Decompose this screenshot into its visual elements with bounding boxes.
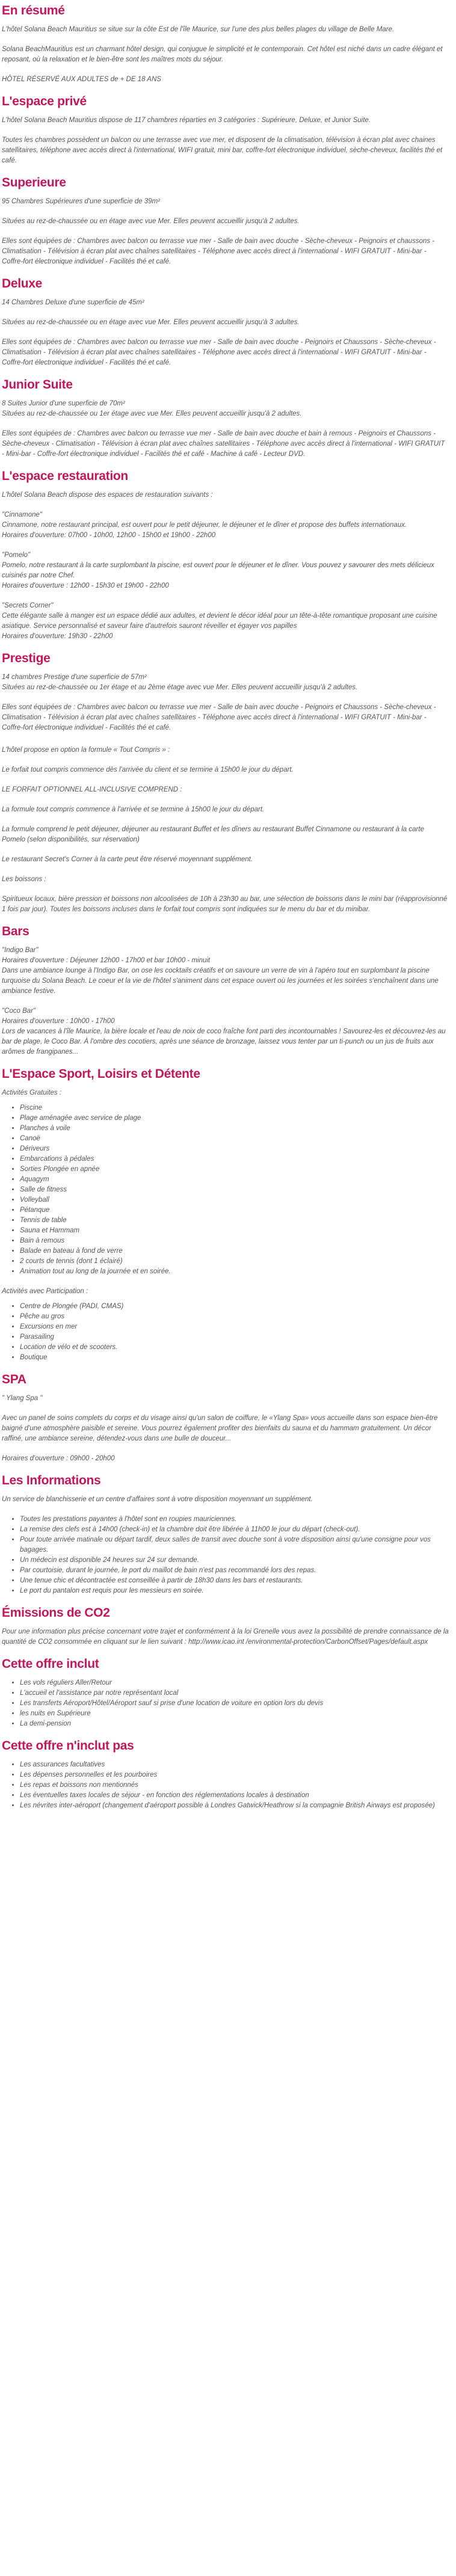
list-item: • Aquagym: [20, 1175, 449, 1185]
section-prive: [2, 94, 449, 166]
list-item: • Sauna et Hammam: [20, 1226, 449, 1236]
list-item: • Bain à remous: [20, 1236, 449, 1246]
list-item: • La remise des clefs est à 14h00 (check-in) et la chambre doit être libérée à 11h00 le jour du départ (check-out).: [20, 1525, 449, 1535]
list-item: • Plage aménagée avec service de plage: [20, 1113, 449, 1124]
list-item: • Salle de fitness: [20, 1185, 449, 1195]
section-prestige: [2, 651, 449, 733]
list-item: • Balade en bateau à fond de verre: [20, 1246, 449, 1256]
list-item: • Location de vélo et de scooters.: [20, 1342, 449, 1353]
restaurant-name-secrets: "Secrets Corner": [2, 602, 54, 609]
list-item: • Canoë: [20, 1134, 449, 1144]
deluxe-paragraph-3: Elles sont équipées de : Chambres avec balcon ou terrasse vue mer - Salle de bain avec douche - Peignoirs et Chaussons - Sèche-cheveux - Climatisation - Télévision à écran plat avec chaînes satellitaires - Téléphone avec accès direct à l'international - WIFI GRATUIT - Mini-bar - Coffre-fort électronique individuel - Facilités thé et café.: [2, 339, 436, 366]
infos-intro: Un service de blanchisserie et un centre d'affaires sont à votre disposition moyennant un supplément.: [2, 1496, 313, 1503]
list-item: • Pétanque: [20, 1205, 449, 1216]
list-item: • Excursions en mer: [20, 1322, 449, 1332]
list-item: • Les dépenses personnelles et les pourboires: [20, 1770, 449, 1780]
restaurant-desc-cinnamone: Cinnamone, notre restaurant principal, est ouvert pour le petit déjeuner, le déjeuner et le dîner et propose des buffets internationaux.: [2, 521, 407, 529]
restaurant-name-cinnamone: "Cinnamone": [2, 511, 42, 518]
section-infos: [2, 1474, 449, 1596]
section-superieure: [2, 176, 449, 267]
bar-hours-indigo: Horaires d'ouverture : Déjeuner 12h00 - 17h00 et bar 10h00 - minuit: [2, 957, 211, 964]
list-item: • les nuits en Supérieure: [20, 1709, 449, 1719]
section-title-superieure: Superieure: [2, 176, 66, 189]
formule-paragraph-2: Le forfait tout compris commence dès l'arrivée du client et se termine à 15h00 le jour du départ.: [2, 766, 294, 773]
list-item: • Le port du pantalon est requis pour les messieurs en soirée.: [20, 1586, 449, 1596]
bar-name-indigo: "Indigo Bar": [2, 947, 39, 954]
restaurant-hours-secrets: Horaires d'ouverture: 19h30 - 22h00: [2, 633, 113, 640]
prestige-paragraph-3: Elles sont équipées de : Chambres avec balcon ou terrasse vue mer - Salle de bain avec douche - Peignoirs et Chaussons - Sèche-cheveux - Climatisation - Télévision à écran plat avec chaînes satellitaires - Téléphone avec accès direct à l'international - WIFI GRATUIT - Mini-bar - Coffre-fort électronique individuel - Facilités thé et café.: [2, 704, 436, 731]
junior-paragraph-3: Elles sont équipées de : Chambres avec balcon ou terrasse vue mer - Salle de bain avec douche et bain à remous - Peignoirs et Chaussons - Sèche-cheveux - Climatisation - Télévision à écran plat avec chaînes satellitaires - Téléphone avec accès direct à l'international - WIFI GRATUIT - Mini-bar - Coffre-fort électronique individuel - Facilités thé et café - Machine à café - Lecteur DVD.: [2, 430, 445, 458]
formule-paragraph-1: L'hôtel propose en option la formule « Tout Compris » :: [2, 746, 170, 754]
junior-paragraph-2: Situées au rez-de-chaussée ou 1er étage avec vue Mer. Elles peuvent accueillir jusqu'à 2 adultes.: [2, 410, 302, 417]
section-title-prive: L'espace privé: [2, 94, 87, 108]
formule-paragraph-7: Les boissons :: [2, 876, 46, 883]
list-item: • Parasailing: [20, 1332, 449, 1342]
prive-paragraph-1: L'hôtel Solana Beach Mauritius dispose de 117 chambres réparties en 3 catégories : Supérieure, Deluxe, et Junior Suite.: [2, 117, 371, 124]
co2-desc: Pour une information plus précise concernant votre trajet et conformément à la loi Grenelle vous avez la possibilité de prendre connaissance de la quantité de CO2 consommée en cliquant sur le lien suivant : http://www.icao.int /environmental-protection/CarbonOffset/Pages/default.aspx: [2, 1628, 449, 1646]
section-junior: [2, 378, 449, 460]
list-item: • Les éventuelles taxes locales de séjour - en fonction des réglementations locales à destination: [20, 1791, 449, 1801]
bar-name-coco: "Coco Bar": [2, 1007, 36, 1015]
section-inclut: [2, 1657, 449, 1729]
section-ninclut: [2, 1739, 449, 1811]
superieure-paragraph-3: Elles sont équipées de : Chambres avec balcon ou terrasse vue mer - Salle de bain avec douche - Sèche-cheveux - Peignoirs et chaussons - Climatisation - Télévision à écran plat avec chaînes satellitaires - Téléphone avec accès direct à l'international - WIFI GRATUIT - Mini-bar - Coffre-fort électronique individuel - Facilités thé et café.: [2, 238, 435, 265]
section-title-spa: SPA: [2, 1373, 26, 1386]
section-title-junior: Junior Suite: [2, 378, 73, 392]
ninclut-list: [2, 1760, 449, 1811]
gratuites-list: [2, 1103, 449, 1277]
list-item: • Les névrites inter-aéroport (changement d'aéroport possible à Londres Gatwick/Heathrow si la compagnie British Airways est proposée): [20, 1801, 449, 1811]
list-item: • Tennis de table: [20, 1216, 449, 1226]
section-title-resume: En résumé: [2, 4, 65, 17]
spa-desc: Avec un panel de soins complets du corps et du visage ainsi qu'un salon de coiffure, le «Ylang Spa» vous accueille dans son espace bien-être baigné d'une atmosphère paisible et sereine. Vous pourrez également profiter des bienfaits du sauna et du hammam gratuitement. Un décor raffiné, une ambiance sereine, détendez-vous dans une bulle de douceur...: [2, 1415, 438, 1442]
resume-paragraph-3: HÔTEL RÉSERVÉ AUX ADULTES de + DE 18 ANS: [2, 76, 161, 83]
formule-paragraph-8: Spiritueux locaux, bière pression et boissons non alcoolisées de 10h à 23h30 au bar, une sélection de boissons dans le mini bar (réapprovisionné 1 fois par jour). Toutes les boissons incluses dans le forfait tout compris sont indiquées sur le menu du bar et du minibar.: [2, 896, 448, 913]
list-item: • Les vols réguliers Aller/Retour: [20, 1678, 449, 1688]
list-item: • 2 courts de tennis (dont 1 éclairé): [20, 1256, 449, 1267]
list-item: • Un médecin est disponible 24 heures sur 24 sur demande.: [20, 1555, 449, 1566]
list-item: • Embarcations à pédales: [20, 1154, 449, 1164]
restaurant-desc-pomelo: Pomelo, notre restaurant à la carte surplombant la piscine, est ouvert pour le déjeuner et le dîner. Vous pouvez y savourer des mets délicieux cuisinés par notre Chef.: [2, 562, 434, 579]
restaurant-desc-secrets: Cette élégante salle à manger est un espace dédié aux adultes, et devient le décor idéal pour un tête-à-tête romantique proposant une cuisine asiatique. Service personnalisé et saveur faire d'autrefois sauront réveiller et égayer vos papilles: [2, 612, 437, 630]
resume-paragraph-1: L'hôtel Solana Beach Mauritius se situe sur la côte Est de l'île Maurice, sur l'une des plus belles plages du village de Belle Mare.: [2, 26, 395, 33]
list-item: • Boutique: [20, 1353, 449, 1363]
section-spa: [2, 1373, 449, 1464]
list-item: • La demi-pension: [20, 1719, 449, 1729]
list-item: • Sorties Plongée en apnée: [20, 1164, 449, 1175]
resume-paragraph-2: Solana BeachMauritius est un charmant hôtel design, qui conjugue le simplicité et le contemporain. Cet hôtel est niché dans un cadre élégant et reposant, où la relaxation et le bien-être sont les maîtres mots du séjour.: [2, 46, 443, 63]
spa-name: " Ylang Spa ": [2, 1395, 43, 1402]
section-title-co2: Émissions de CO2: [2, 1606, 110, 1620]
section-title-deluxe: Deluxe: [2, 277, 43, 290]
list-item: • Volleyball: [20, 1195, 449, 1205]
bar-desc-indigo: Dans une ambiance lounge à l'Indigo Bar, on ose les cocktails créatifs et on savoure un verre de vin à l'apéro tout en surplombant la piscine turquoise du Solana Beach. Le coeur et la vie de l'hôtel s'animent dans cet espace ouvert où les journées et les soirées s'enchaînent dans une ambiance festive.: [2, 967, 439, 995]
list-item: • Toutes les prestations payantes à l'hôtel sont en roupies mauriciennes.: [20, 1514, 449, 1525]
list-item: • Dériveurs: [20, 1144, 449, 1154]
section-co2: [2, 1606, 449, 1647]
spa-hours: Horaires d'ouverture : 09h00 - 20h00: [2, 1455, 115, 1462]
list-item: • Les assurances facultatives: [20, 1760, 449, 1770]
list-item: • Une tenue chic et décontractée est conseillée à partir de 18h30 dans les bars et restaurants.: [20, 1576, 449, 1586]
superieure-paragraph-2: Situées au rez-de-chaussée ou en étage avec vue Mer. Elles peuvent accueillir jusqu'à 2 adultes.: [2, 218, 300, 225]
participation-label: Activités avec Participation :: [2, 1288, 88, 1295]
list-item: • Les transferts Aéroport/Hôtel/Aéroport sauf si prise d'une location de voiture en option lors du devis: [20, 1698, 449, 1709]
list-item: • Animation tout au long de la journée et en soirée.: [20, 1267, 449, 1277]
prestige-paragraph-2: Situées au rez-de-chaussée ou 1er étage et au 2ème étage avec vue Mer. Elles peuvent accueillir jusqu'à 2 adultes.: [2, 684, 358, 691]
section-title-inclut: Cette offre inclut: [2, 1657, 99, 1671]
section-title-prestige: Prestige: [2, 651, 51, 665]
section-title-restauration: L'espace restauration: [2, 469, 128, 483]
formule-paragraph-3: LE FORFAIT OPTIONNEL ALL-INCLUSIVE COMPREND :: [2, 786, 182, 793]
section-formule: [2, 745, 449, 915]
junior-paragraph-1: 8 Suites Junior d'une superficie de 70m²: [2, 400, 125, 407]
prive-paragraph-2: Toutes les chambres possèdent un balcon ou une terrasse avec vue mer, et disposent de la climatisation, télévision à écran plat avec chaines satellitaires, téléphone avec accès direct à l'international, WIFI gratuit, mini bar, coffre-fort électronique individuel, sèche-cheveux, facilités thé et café.: [2, 137, 443, 164]
infos-list: [2, 1514, 449, 1596]
restauration-intro: L'hôtel Solana Beach dispose des espaces de restauration suivants :: [2, 491, 213, 499]
bar-desc-coco: Lors de vacances à l'île Maurice, la bière locale et l'eau de noix de coco fraîche font parti des incontournables ! Savourez-les et découvrez-les au bar de plage, le Coco Bar. À l'ombre des cocotiers, après une séance de bronzage, laissez vous tenter par un ti-punch ou un jus de fruits aux arômes de frangipanes...: [2, 1028, 446, 1056]
section-sport: [2, 1067, 449, 1363]
list-item: • Par courtoisie, durant le journée, le port du maillot de bain n'est pas recommandé lors des repas.: [20, 1566, 449, 1576]
restaurant-hours-cinnamone: Horaires d'ouverture: 07h00 - 10h00, 12h00 - 15h00 et 19h00 - 22h00: [2, 532, 216, 539]
inclut-list: [2, 1678, 449, 1729]
section-bars: [2, 924, 449, 1057]
deluxe-paragraph-1: 14 Chambres Deluxe d'une superficie de 45m²: [2, 299, 144, 306]
list-item: • Piscine: [20, 1103, 449, 1113]
prestige-paragraph-1: 14 chambres Prestige d'une superficie de 57m²: [2, 674, 147, 681]
formule-paragraph-5: La formule comprend le petit déjeuner, déjeuner au restaurant Buffet et les dîners au restaurant Buffet Cinnamone ou restaurant à la carte Pomelo (selon disponibilités, sur réservation): [2, 826, 424, 843]
section-title-sport: L'Espace Sport, Loisirs et Détente: [2, 1067, 200, 1081]
section-deluxe: [2, 277, 449, 368]
restaurant-hours-pomelo: Horaires d'ouverture : 12h00 - 15h30 et 19h00 - 22h00: [2, 582, 169, 589]
restaurant-name-pomelo: "Pomelo": [2, 552, 31, 559]
bar-hours-coco: Horaires d'ouverture : 10h00 - 17h00: [2, 1018, 115, 1025]
list-item: • Centre de Plongée (PADI, CMAS): [20, 1302, 449, 1312]
section-restauration: [2, 469, 449, 642]
section-title-infos: Les Informations: [2, 1474, 101, 1487]
list-item: • Pêche au gros: [20, 1312, 449, 1322]
formule-paragraph-6: Le restaurant Secret's Corner à la carte peut être réservé moyennant supplément.: [2, 856, 253, 863]
participation-list: [2, 1302, 449, 1363]
section-title-bars: Bars: [2, 924, 29, 938]
list-item: • Les repas et boissons non mentionnés: [20, 1780, 449, 1791]
list-item: • Pour toute arrivée matinale ou départ tardif, deux salles de transit avec douche sont à votre disposition ainsi qu'une consigne pour vos bagages.: [20, 1535, 449, 1555]
section-resume: [2, 4, 449, 85]
list-item: • L'accueil et l'assistance par notre représentant local: [20, 1688, 449, 1698]
list-item: • Planches à voile: [20, 1124, 449, 1134]
deluxe-paragraph-2: Situées au rez-de-chaussée ou en étage avec vue Mer. Elles peuvent accueillir jusqu'à 3 adultes.: [2, 319, 300, 326]
section-title-ninclut: Cette offre n'inclut pas: [2, 1739, 134, 1753]
superieure-paragraph-1: 95 Chambres Supérieures d'une superficie de 39m²: [2, 198, 161, 205]
gratuites-label: Activités Gratuites :: [2, 1089, 62, 1096]
formule-paragraph-4: La formule tout compris commence à l'arrivée et se termine à 15h00 le jour du départ.: [2, 806, 265, 813]
hotel-description-page: [0, 4, 456, 1811]
